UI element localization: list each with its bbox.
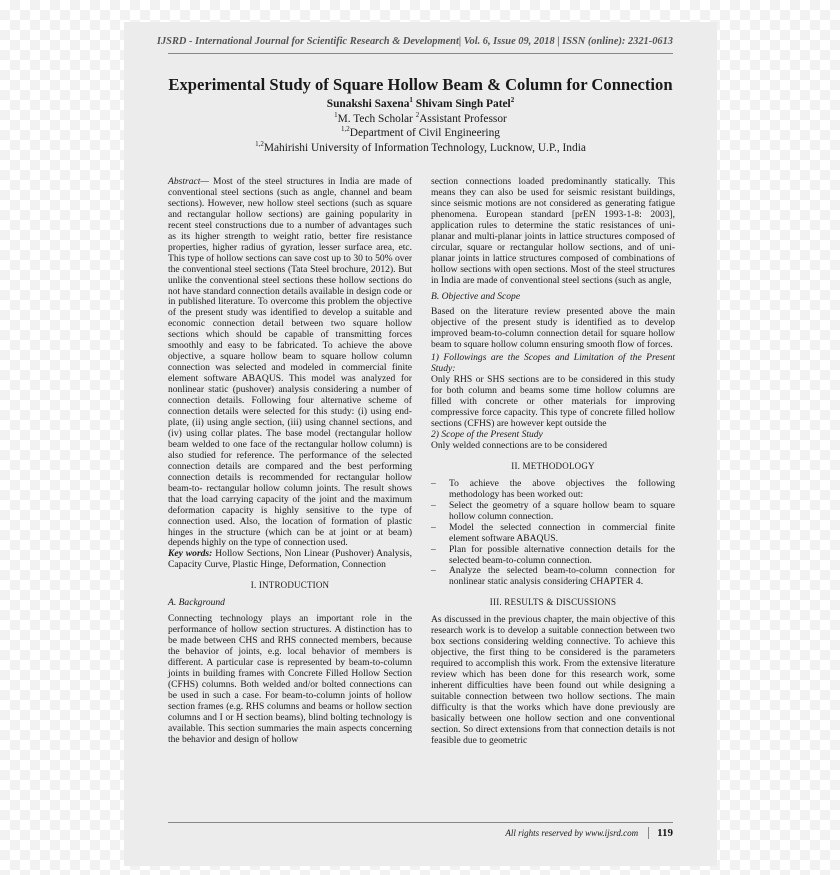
keywords: Key words: Hollow Sections, Non Linear (Pushover) Analysis, Capacity Curve, Plastic Hinge, Deformation, Connection [168, 548, 412, 571]
author-1: Sunakshi Saxena [326, 98, 410, 110]
author-2: Shivam Singh Patel [415, 98, 511, 110]
results-text: As discussed in the previous chapter, the main objective of this research work is to develop a suitable connection between two box sections considering welding connective. To achieve this objective, the first thing to be considered is the parameters required to accomplish this work. From the extensive literature review which has been done for this research work, some inherent difficulties have been found out while designing a suitable connection between two hollow sections. The main difficulty is that the works which have done previously are basically between one hollow section and one conventional section. So direct extensions from that connection details is not feasible due to geometric [431, 614, 675, 746]
subheading-objective: B. Objective and Scope [431, 290, 521, 302]
affiliation-department: $^{1,2}$Department of Civil Engineering [340, 125, 500, 139]
subheading-scope: 2) Scope of the Present Study [431, 428, 543, 440]
subheading-scope-limitation: 1) Followings are the Scopes and Limitation of the Present Study: [431, 352, 675, 375]
list-item: – Analyze the selected beam-to-column connection for nonlinear static analysis considering CHAPTER 4. [431, 566, 675, 588]
list-item: – Plan for possible alternative connection details for the selected beam-to-column connection. [431, 545, 675, 567]
author-names: Sunakshi Saxena$^1$ Shivam Singh Patel$^2$ [326, 96, 515, 110]
background-text: Connecting technology plays an important role in the performance of hollow section structures. A distinction has to be made between CHS and RHS connected members, because the behavior of joints, e.g. local behavior of members is different. A particular case is represented by beam-to-column joints in building frames with Concrete Filled Hollow Section (CFHS) columns. Both welded and/or bolted connections can be used in such a case. For beam-to-column joints of hollow section frames (e.g. RHS columns and beams or hollow section columns and I or H section beams), blind bolting technology is available. This section summaries the main aspects concerning the behavior and design of hollow [168, 613, 412, 745]
author-block [124, 97, 717, 155]
list-item: – Model the selected connection in commercial finite element software ABAQUS. [431, 523, 675, 545]
footer-rule [168, 822, 673, 823]
right-column [431, 177, 675, 747]
abstract: Abstract— Most of the steel structures in India are made of conventional steel sections (such as angle, channel and beam sections). However, new hollow steel sections (such as square and rectangular hollow sections) are gaining popularity in recent steel constructions due to a number of advantages such as its higher strength to weight ratio, better fire resistance properties, higher radius of gyration, lesser surface area, etc. This type of hollow sections can save cost up to 30 to 50% over the conventional steel sections (Tata Steel brochure, 2012). But unlike the conventional steel sections these hollow sections do not have standard connection details available in design code or in published literature. To overcome this problem the objective of the present study was identified to develop a suitable and economic connection detail between two square hollow sections which should be capable of transmitting forces smoothly and easy to be fabricated. To achieve the above objective, a square hollow beam to square hollow column connection was selected and modeled in commercial finite element software ABAQUS. This model was analyzed for nonlinear static (pushover) analysis considering a number of connection details. Following four alternative scheme of connection details were selected for this study: (i) using end-plate, (ii) using angle section, (iii) using channel sections, and (iv) using collar plates. The base model (rectangular hollow beam welded to one face of the rectangular hollow column) is also studied for reference. The performance of the selected connection details are compared and the best performing connection details is recommended for rectangular hollow beam-to- rectangular hollow column joints. The result shows that the load carrying capacity of the joint and the maximum deformation capacity is highly sensitive to the type of connection used. Also, the location of formation of plastic hinges in the structure (which can be at joint or at beam) depends highly on the type of connection used. [168, 176, 412, 549]
page-number: 119 [648, 827, 673, 839]
copyright-text: All rights reserved by www.ijsrd.com [505, 828, 639, 838]
section-heading-methodology: II. METHODOLOGY [511, 460, 595, 471]
scope-text: Only RHS or SHS sections are to be considered in this study for both column and beams some time hollow columns are filled with concrete or other materials for improving compressive force capacity. This type of concrete filled hollow sections (CFHS) are however kept outside the [431, 374, 675, 430]
page-footer [505, 827, 673, 839]
continued-text: section connections loaded predominantly statically. This means they can also be used for seismic resistant buildings, since seismic motions are not considered as generating fatigue phenomena. European standard [prEN 1993-1-8: 2003], application rules to determine the static resistances of uni-planar and multi-planar joints in lattice structures composed of circular, square or rectangular hollow sections, and of uni-planar joints in lattice structures composed of combinations of hollow sections with open sections. Most of the steel structures in India are made of conventional steel sections (such as angle, [431, 176, 675, 286]
affiliation-university: $^{1,2}$Mahirishi University of Information Technology, Lucknow, U.P., India [255, 139, 586, 154]
subheading-background: A. Background [168, 597, 225, 609]
paper-page [124, 22, 717, 866]
scope-welded-text: Only welded connections are to be considered [431, 439, 608, 451]
header-rule [168, 53, 673, 54]
journal-header: IJSRD - International Journal for Scientific Research & Development| Vol. 6, Issue 09, 2018 | ISSN (online): 2321-0613 [156, 36, 673, 47]
affiliation-roles: $^1$M. Tech Scholar $^2$Assistant Professor [334, 110, 507, 125]
list-item: – To achieve the above objectives the following methodology has been worked out: [431, 479, 675, 501]
left-column [168, 177, 412, 746]
list-item: – Select the geometry of a square hollow beam to square hollow column connection. [431, 501, 675, 523]
section-heading-introduction: I. INTRODUCTION [250, 580, 330, 591]
paper-title: Experimental Study of Square Hollow Beam & Column for Connection [168, 75, 673, 94]
objective-text: Based on the literature review presented above the main objective of the present study is identified as to develop improved beam-to-column connection detail for square hollow beam to square hollow column ensuring smooth flow of forces. [431, 306, 675, 351]
section-heading-results: III. RESULTS & DISCUSSIONS [489, 597, 617, 608]
methodology-list [431, 479, 675, 589]
